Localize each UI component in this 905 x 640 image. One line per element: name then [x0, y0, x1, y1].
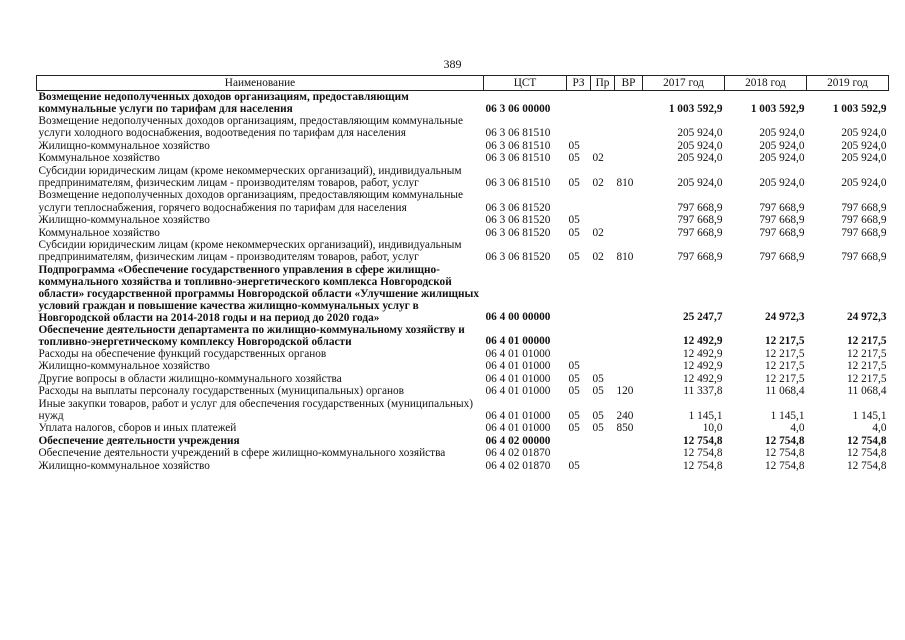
- row-value-2019: 797 668,9: [841, 214, 887, 227]
- header-vr: ВР: [615, 76, 643, 91]
- row-name: Возмещение недополученных доходов организациям, предоставляющим коммунальные услуги холодного водоснабжения, водоотведения по тарифам для населения: [38, 115, 463, 140]
- row-value-2018: 797 668,9: [759, 201, 805, 214]
- row-code: 06 3 06 81510: [485, 127, 551, 140]
- row-name: Расходы на обеспечение функций государственных органов: [38, 347, 327, 360]
- row-value-2018: 12 754,8: [764, 447, 805, 460]
- table-row: [37, 398, 889, 423]
- table-row: [37, 227, 889, 239]
- row-vr: 120: [616, 385, 634, 398]
- row-name: Обеспечение деятельности учреждения: [38, 435, 240, 448]
- header-2017: 2017 год: [643, 76, 725, 91]
- row-pr: [591, 360, 615, 372]
- row-rz: 05: [568, 214, 580, 227]
- row-pr: 02: [592, 251, 604, 264]
- row-code: 06 3 06 00000: [485, 102, 551, 115]
- row-value-2019: 12 754,8: [846, 447, 887, 460]
- table-row: [37, 360, 889, 372]
- row-code: 06 3 06 81520: [485, 201, 551, 214]
- row-pr: [591, 189, 615, 214]
- row-value-2019: 12 217,5: [846, 347, 887, 360]
- row-value-2018: 1 003 592,9: [750, 102, 805, 115]
- row-pr: 02: [592, 177, 604, 190]
- row-rz: [567, 324, 591, 348]
- row-vr: [615, 214, 643, 226]
- row-pr: [591, 324, 615, 348]
- row-code: 06 3 06 81510: [485, 139, 551, 152]
- row-code: 06 4 02 01870: [485, 447, 551, 460]
- table-row: [37, 115, 889, 140]
- row-vr: [615, 348, 643, 360]
- row-code: 06 4 01 00000: [485, 335, 551, 348]
- row-code: 06 4 01 01000: [485, 385, 551, 398]
- row-value-2019: 12 754,8: [846, 459, 887, 472]
- table-row: [37, 447, 889, 459]
- row-value-2017: 12 492,9: [682, 360, 723, 373]
- row-value-2017: 205 924,0: [677, 127, 723, 140]
- row-value-2018: 24 972,3: [764, 311, 805, 324]
- row-code: 06 3 06 81520: [485, 251, 551, 264]
- row-value-2018: 12 217,5: [764, 347, 805, 360]
- row-vr: 240: [616, 409, 634, 422]
- row-value-2019: 205 924,0: [841, 177, 887, 190]
- table-row: [37, 435, 889, 447]
- row-value-2017: 797 668,9: [677, 214, 723, 227]
- row-name: Иные закупки товаров, работ и услуг для обеспечения государственных (муниципальных) нужд: [38, 397, 474, 422]
- row-value-2017: 797 668,9: [677, 201, 723, 214]
- row-vr: [615, 227, 643, 239]
- row-value-2017: 12 754,8: [682, 434, 723, 447]
- table-row: [37, 264, 889, 324]
- row-code: 06 3 06 81510: [485, 177, 551, 190]
- row-rz: 05: [568, 385, 580, 398]
- row-rz: [567, 435, 591, 447]
- row-code: 06 4 02 01870: [485, 459, 551, 472]
- row-name: Жилищно-коммунальное хозяйство: [38, 214, 210, 227]
- row-vr: [615, 140, 643, 152]
- row-value-2017: 797 668,9: [677, 226, 723, 239]
- row-rz: [567, 91, 591, 116]
- row-value-2017: 205 924,0: [677, 177, 723, 190]
- table-row: [37, 422, 889, 434]
- row-rz: 05: [568, 422, 580, 435]
- row-name: Уплата налогов, сборов и иных платежей: [38, 422, 237, 435]
- row-code: 06 3 06 81520: [485, 214, 551, 227]
- row-vr: [615, 360, 643, 372]
- row-rz: 05: [568, 139, 580, 152]
- header-code: ЦСТ: [484, 76, 567, 91]
- page-number: 389: [443, 57, 462, 71]
- row-value-2018: 205 924,0: [759, 152, 805, 165]
- row-vr: [615, 447, 643, 459]
- row-value-2018: 12 217,5: [764, 335, 805, 348]
- row-code: 06 3 06 81510: [485, 152, 551, 165]
- row-pr: [591, 264, 615, 324]
- row-rz: 05: [568, 409, 580, 422]
- row-value-2018: 205 924,0: [759, 127, 805, 140]
- row-rz: 05: [568, 360, 580, 373]
- row-code: 06 4 02 00000: [485, 434, 551, 447]
- table-row: [37, 239, 889, 264]
- row-name: Возмещение недополученных доходов организациям, предоставляющим коммунальные услуги по тарифам для населения: [38, 91, 409, 115]
- row-value-2018: 1 145,1: [770, 409, 805, 422]
- table-row: [37, 460, 889, 472]
- row-value-2019: 205 924,0: [841, 139, 887, 152]
- row-vr: [615, 91, 643, 116]
- row-value-2017: 12 492,9: [682, 347, 723, 360]
- row-pr: [591, 460, 615, 472]
- row-pr: [591, 447, 615, 459]
- row-rz: 05: [568, 251, 580, 264]
- table-row: [37, 348, 889, 360]
- row-value-2017: 1 003 592,9: [668, 102, 723, 115]
- row-name: Субсидии юридическим лицам (кроме некоммерческих организаций), индивидуальным предпринимателям, физическим лицам - производителям товаров, работ, услуг: [38, 239, 462, 264]
- row-vr: [615, 460, 643, 472]
- row-value-2017: 1 145,1: [688, 409, 723, 422]
- row-code: 06 4 01 01000: [485, 422, 551, 435]
- table-row: [37, 385, 889, 397]
- row-rz: [567, 115, 591, 140]
- table-row: [37, 91, 889, 116]
- budget-table: [36, 75, 889, 472]
- row-name: Обеспечение деятельности департамента по жилищно-коммунальному хозяйству и топливно-энергетическому комплексу Новгородской области: [38, 323, 465, 348]
- row-vr: [615, 435, 643, 447]
- table-row: [37, 189, 889, 214]
- row-value-2018: 797 668,9: [759, 251, 805, 264]
- row-value-2019: 12 217,5: [846, 372, 887, 385]
- row-rz: 05: [568, 152, 580, 165]
- row-rz: 05: [568, 372, 580, 385]
- row-value-2019: 1 003 592,9: [832, 102, 887, 115]
- row-name: Субсидии юридическим лицам (кроме некоммерческих организаций), индивидуальным предпринимателям, физическим лицам - производителям товаров, работ, услуг: [38, 164, 462, 190]
- row-pr: 05: [592, 385, 604, 398]
- row-name: Жилищно-коммунальное хозяйство: [38, 360, 210, 373]
- row-value-2017: 797 668,9: [677, 251, 723, 264]
- row-pr: [591, 140, 615, 152]
- row-name: Жилищно-коммунальное хозяйство: [38, 459, 210, 472]
- row-pr: 02: [592, 226, 604, 239]
- row-pr: 05: [592, 372, 604, 385]
- row-code: 06 4 01 01000: [485, 347, 551, 360]
- row-pr: 02: [592, 152, 604, 165]
- row-value-2017: 25 247,7: [682, 311, 723, 324]
- row-value-2018: 205 924,0: [759, 139, 805, 152]
- row-pr: 05: [592, 422, 604, 435]
- row-vr: 810: [616, 177, 634, 190]
- header-2019: 2019 год: [807, 76, 889, 91]
- row-value-2017: 12 754,8: [682, 447, 723, 460]
- row-value-2018: 12 217,5: [764, 360, 805, 373]
- row-value-2018: 4,0: [790, 422, 805, 435]
- row-value-2019: 797 668,9: [841, 201, 887, 214]
- row-value-2017: 10,0: [702, 422, 723, 435]
- row-vr: [615, 152, 643, 164]
- row-vr: [615, 189, 643, 214]
- header-name: Наименование: [37, 76, 484, 91]
- table-row: [37, 373, 889, 385]
- table-body: [37, 91, 889, 472]
- row-rz: [567, 264, 591, 324]
- row-value-2019: 12 754,8: [846, 434, 887, 447]
- row-value-2017: 12 492,9: [682, 335, 723, 348]
- row-value-2018: 12 754,8: [764, 434, 805, 447]
- row-rz: [567, 447, 591, 459]
- row-value-2017: 205 924,0: [677, 152, 723, 165]
- row-pr: [591, 91, 615, 116]
- row-pr: [591, 348, 615, 360]
- row-value-2019: 24 972,3: [846, 311, 887, 324]
- row-code: 06 3 06 81520: [485, 226, 551, 239]
- row-value-2017: 205 924,0: [677, 139, 723, 152]
- row-rz: 05: [568, 177, 580, 190]
- row-value-2019: 1 145,1: [852, 409, 887, 422]
- row-code: 06 4 00 00000: [485, 311, 551, 324]
- row-rz: [567, 189, 591, 214]
- row-vr: 850: [616, 422, 634, 435]
- row-value-2019: 11 068,4: [847, 385, 887, 398]
- row-pr: [591, 435, 615, 447]
- row-name: Коммунальное хозяйство: [38, 152, 160, 165]
- row-value-2019: 12 217,5: [846, 335, 887, 348]
- row-name: Подпрограмма «Обеспечение государственного управления в сфере жилищно-коммунального хозяйства и топливно-энергетического комплекса Новгородской области» государственной программы Новгородской области «Улучшение жилищных условий граждан и повышение качества жилищно-коммунальных услуг в Новгородской области на 2014-2018 годы и на период до 2020 года»: [38, 263, 480, 324]
- table-row: [37, 214, 889, 226]
- row-value-2018: 797 668,9: [759, 226, 805, 239]
- table-row: [37, 324, 889, 348]
- row-pr: [591, 115, 615, 140]
- row-value-2017: 11 337,8: [683, 385, 723, 398]
- table-row: [37, 152, 889, 164]
- row-rz: 05: [568, 226, 580, 239]
- row-name: Возмещение недополученных доходов организациям, предоставляющим коммунальные услуги теплоснабжения, горячего водоснабжения по тарифам для населения: [38, 189, 463, 214]
- row-vr: [615, 324, 643, 348]
- row-name: Расходы на выплаты персоналу государственных (муниципальных) органов: [38, 385, 404, 398]
- row-vr: [615, 373, 643, 385]
- row-name: Другие вопросы в области жилищно-коммунального хозяйства: [38, 372, 342, 385]
- row-value-2019: 205 924,0: [841, 152, 887, 165]
- row-code: 06 4 01 01000: [485, 360, 551, 373]
- row-pr: 05: [592, 409, 604, 422]
- row-value-2017: 12 754,8: [682, 459, 723, 472]
- row-value-2019: 797 668,9: [841, 226, 887, 239]
- row-value-2019: 797 668,9: [841, 251, 887, 264]
- row-value-2018: 797 668,9: [759, 214, 805, 227]
- table-row: [37, 140, 889, 152]
- row-vr: 810: [616, 251, 634, 264]
- row-name: Обеспечение деятельности учреждений в сфере жилищно-коммунального хозяйства: [38, 447, 446, 460]
- header-2018: 2018 год: [725, 76, 807, 91]
- row-value-2019: 4,0: [872, 422, 887, 435]
- row-value-2018: 205 924,0: [759, 177, 805, 190]
- table-row: [37, 165, 889, 190]
- table-header-row: [37, 76, 889, 91]
- row-vr: [615, 264, 643, 324]
- row-rz: 05: [568, 459, 580, 472]
- row-code: 06 4 01 01000: [485, 372, 551, 385]
- row-name: Коммунальное хозяйство: [38, 226, 160, 239]
- row-pr: [591, 214, 615, 226]
- row-value-2017: 12 492,9: [682, 372, 723, 385]
- row-code: 06 4 01 01000: [485, 409, 551, 422]
- row-value-2019: 205 924,0: [841, 127, 887, 140]
- header-rz: РЗ: [567, 76, 591, 91]
- row-value-2018: 11 068,4: [765, 385, 805, 398]
- row-name: Жилищно-коммунальное хозяйство: [38, 139, 210, 152]
- row-value-2018: 12 217,5: [764, 372, 805, 385]
- row-value-2019: 12 217,5: [846, 360, 887, 373]
- row-vr: [615, 115, 643, 140]
- header-pr: Пр: [591, 76, 615, 91]
- row-value-2018: 12 754,8: [764, 459, 805, 472]
- row-rz: [567, 348, 591, 360]
